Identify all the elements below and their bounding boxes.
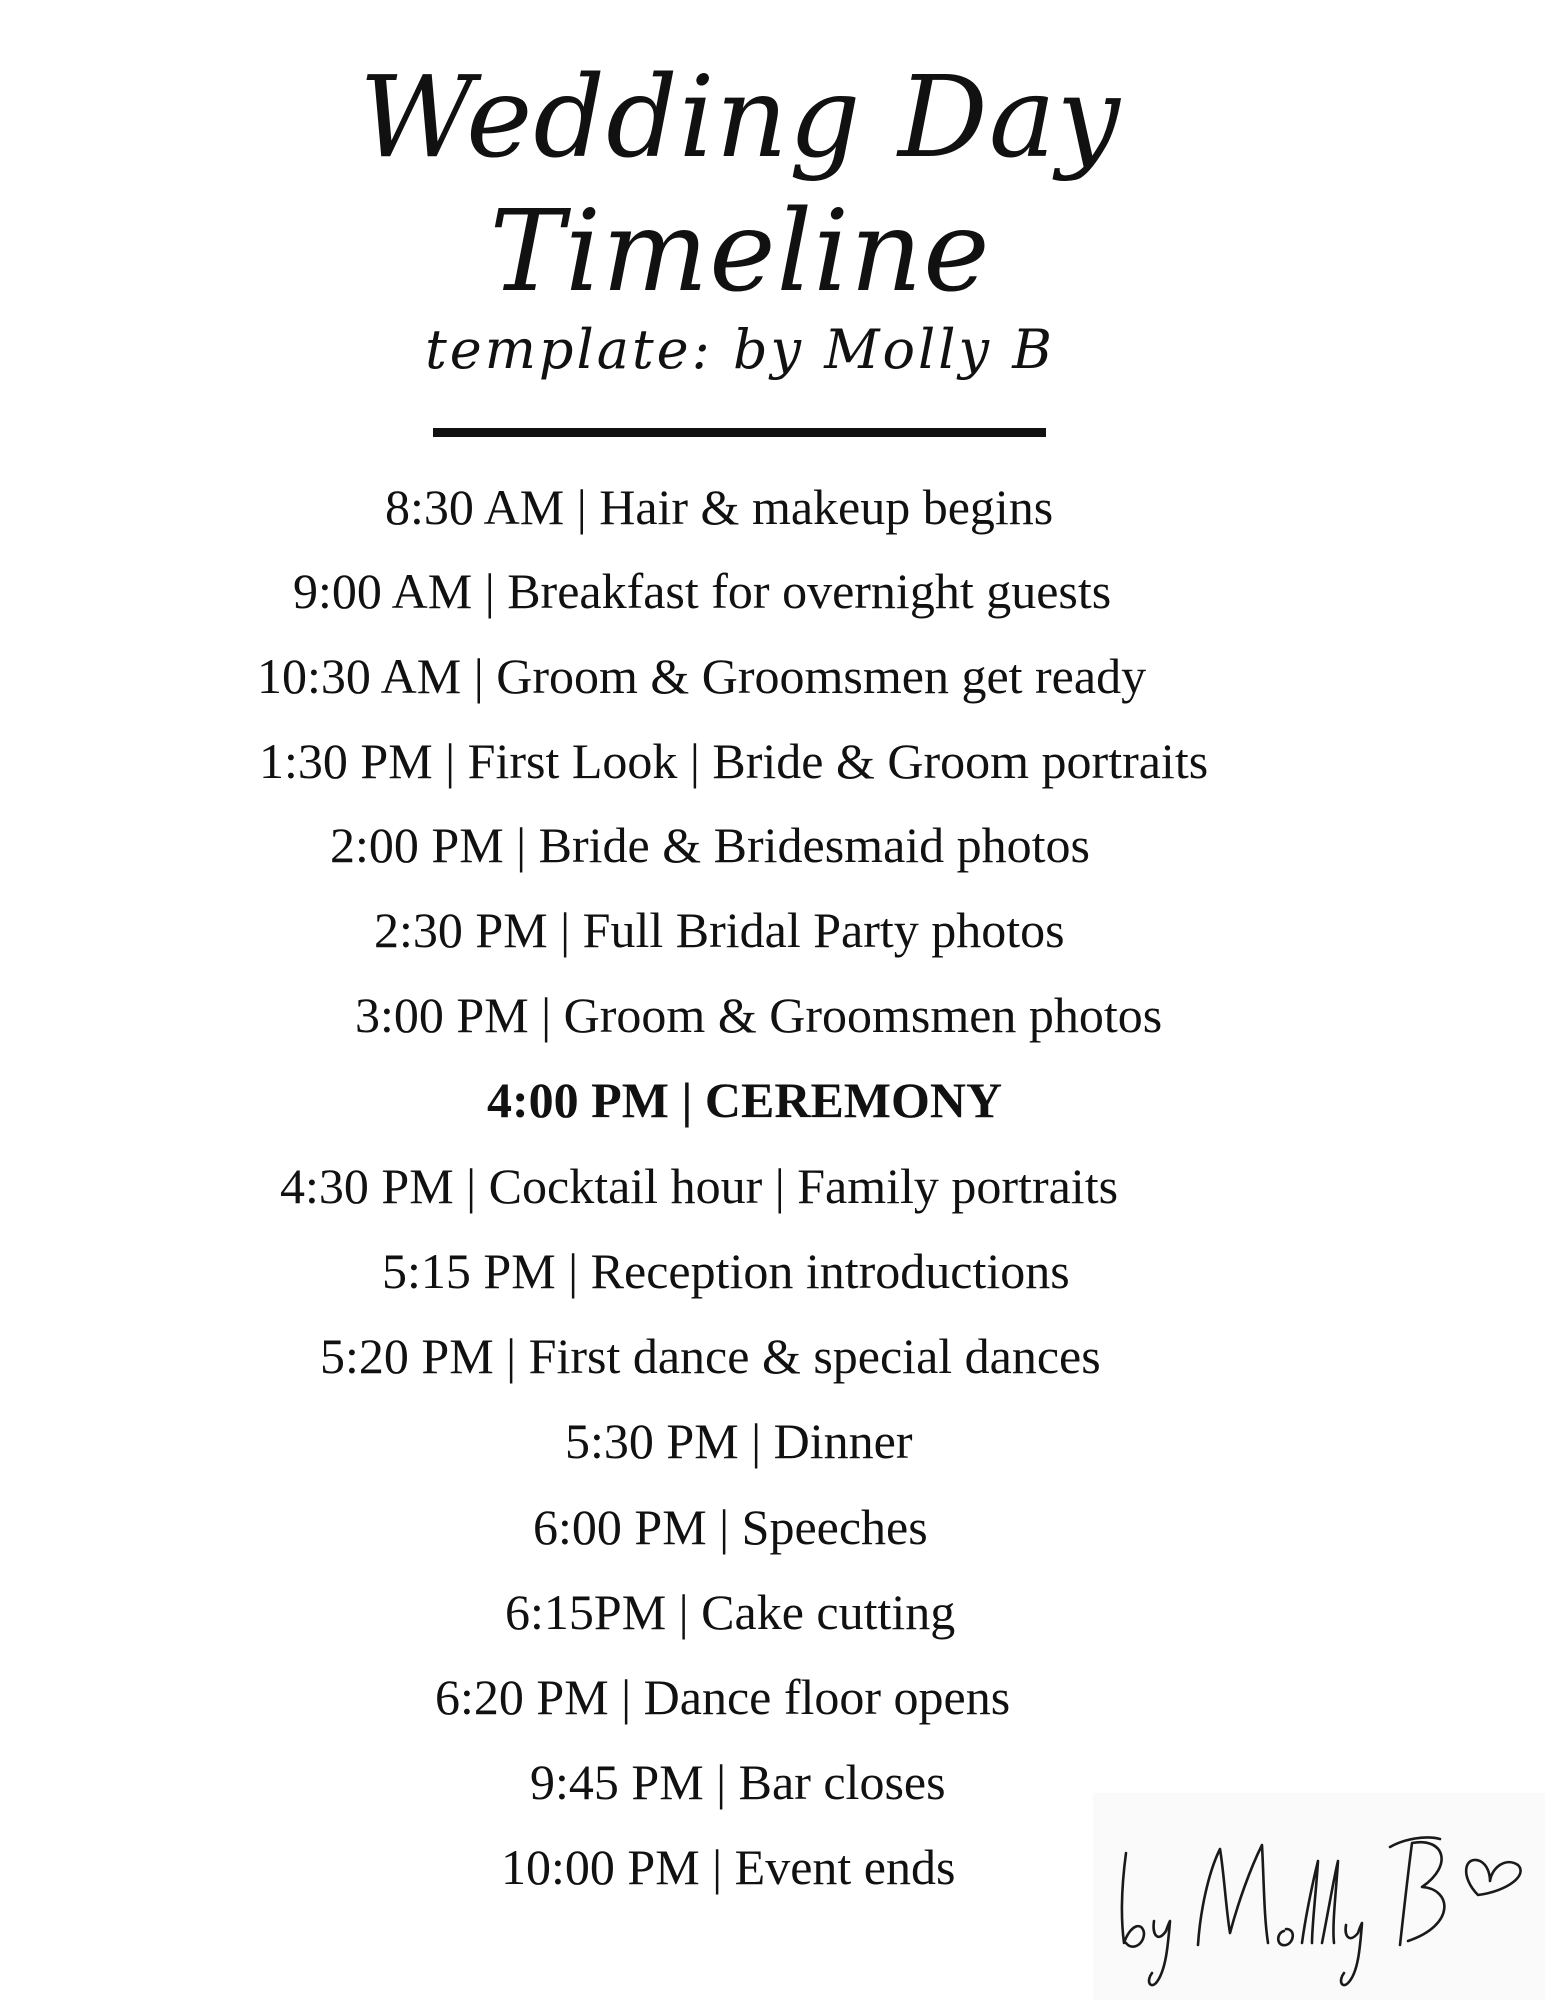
timeline-item: 3:00 PM | Groom & Groomsmen photos	[355, 987, 1163, 1043]
timeline-item: 5:20 PM | First dance & special dances	[320, 1328, 1101, 1384]
timeline-item: 2:30 PM | Full Bridal Party photos	[374, 902, 1065, 958]
timeline-item: 10:00 PM | Event ends	[501, 1839, 956, 1895]
timeline-item: 6:00 PM | Speeches	[533, 1499, 928, 1555]
timeline-item: 4:30 PM | Cocktail hour | Family portraits	[280, 1158, 1119, 1214]
timeline-item: 1:30 PM | First Look | Bride & Groom portraits	[259, 733, 1209, 789]
page-title-line-2: Timeline	[489, 187, 991, 317]
timeline-item: 2:00 PM | Bride & Bridesmaid photos	[330, 817, 1091, 873]
signature-handwriting	[1108, 1813, 1538, 1993]
timeline-item: 8:30 AM | Hair & makeup begins	[385, 479, 1054, 535]
timeline-item: 6:15PM | Cake cutting	[505, 1584, 956, 1640]
page-title-line-1: Wedding Day	[359, 53, 1121, 183]
timeline-item: 9:45 PM | Bar closes	[530, 1754, 946, 1810]
signature-logo	[1093, 1793, 1545, 2000]
timeline-item: 5:15 PM | Reception introductions	[382, 1243, 1070, 1299]
timeline-item: 9:00 AM | Breakfast for overnight guests	[293, 563, 1112, 619]
subtitle: template: by Molly B	[425, 318, 1055, 381]
title-divider	[433, 428, 1046, 437]
timeline-item: 6:20 PM | Dance floor opens	[435, 1669, 1011, 1725]
timeline-item-ceremony: 4:00 PM | CEREMONY	[487, 1072, 1003, 1128]
timeline-item: 5:30 PM | Dinner	[565, 1413, 913, 1469]
timeline-item: 10:30 AM | Groom & Groomsmen get ready	[257, 648, 1147, 704]
